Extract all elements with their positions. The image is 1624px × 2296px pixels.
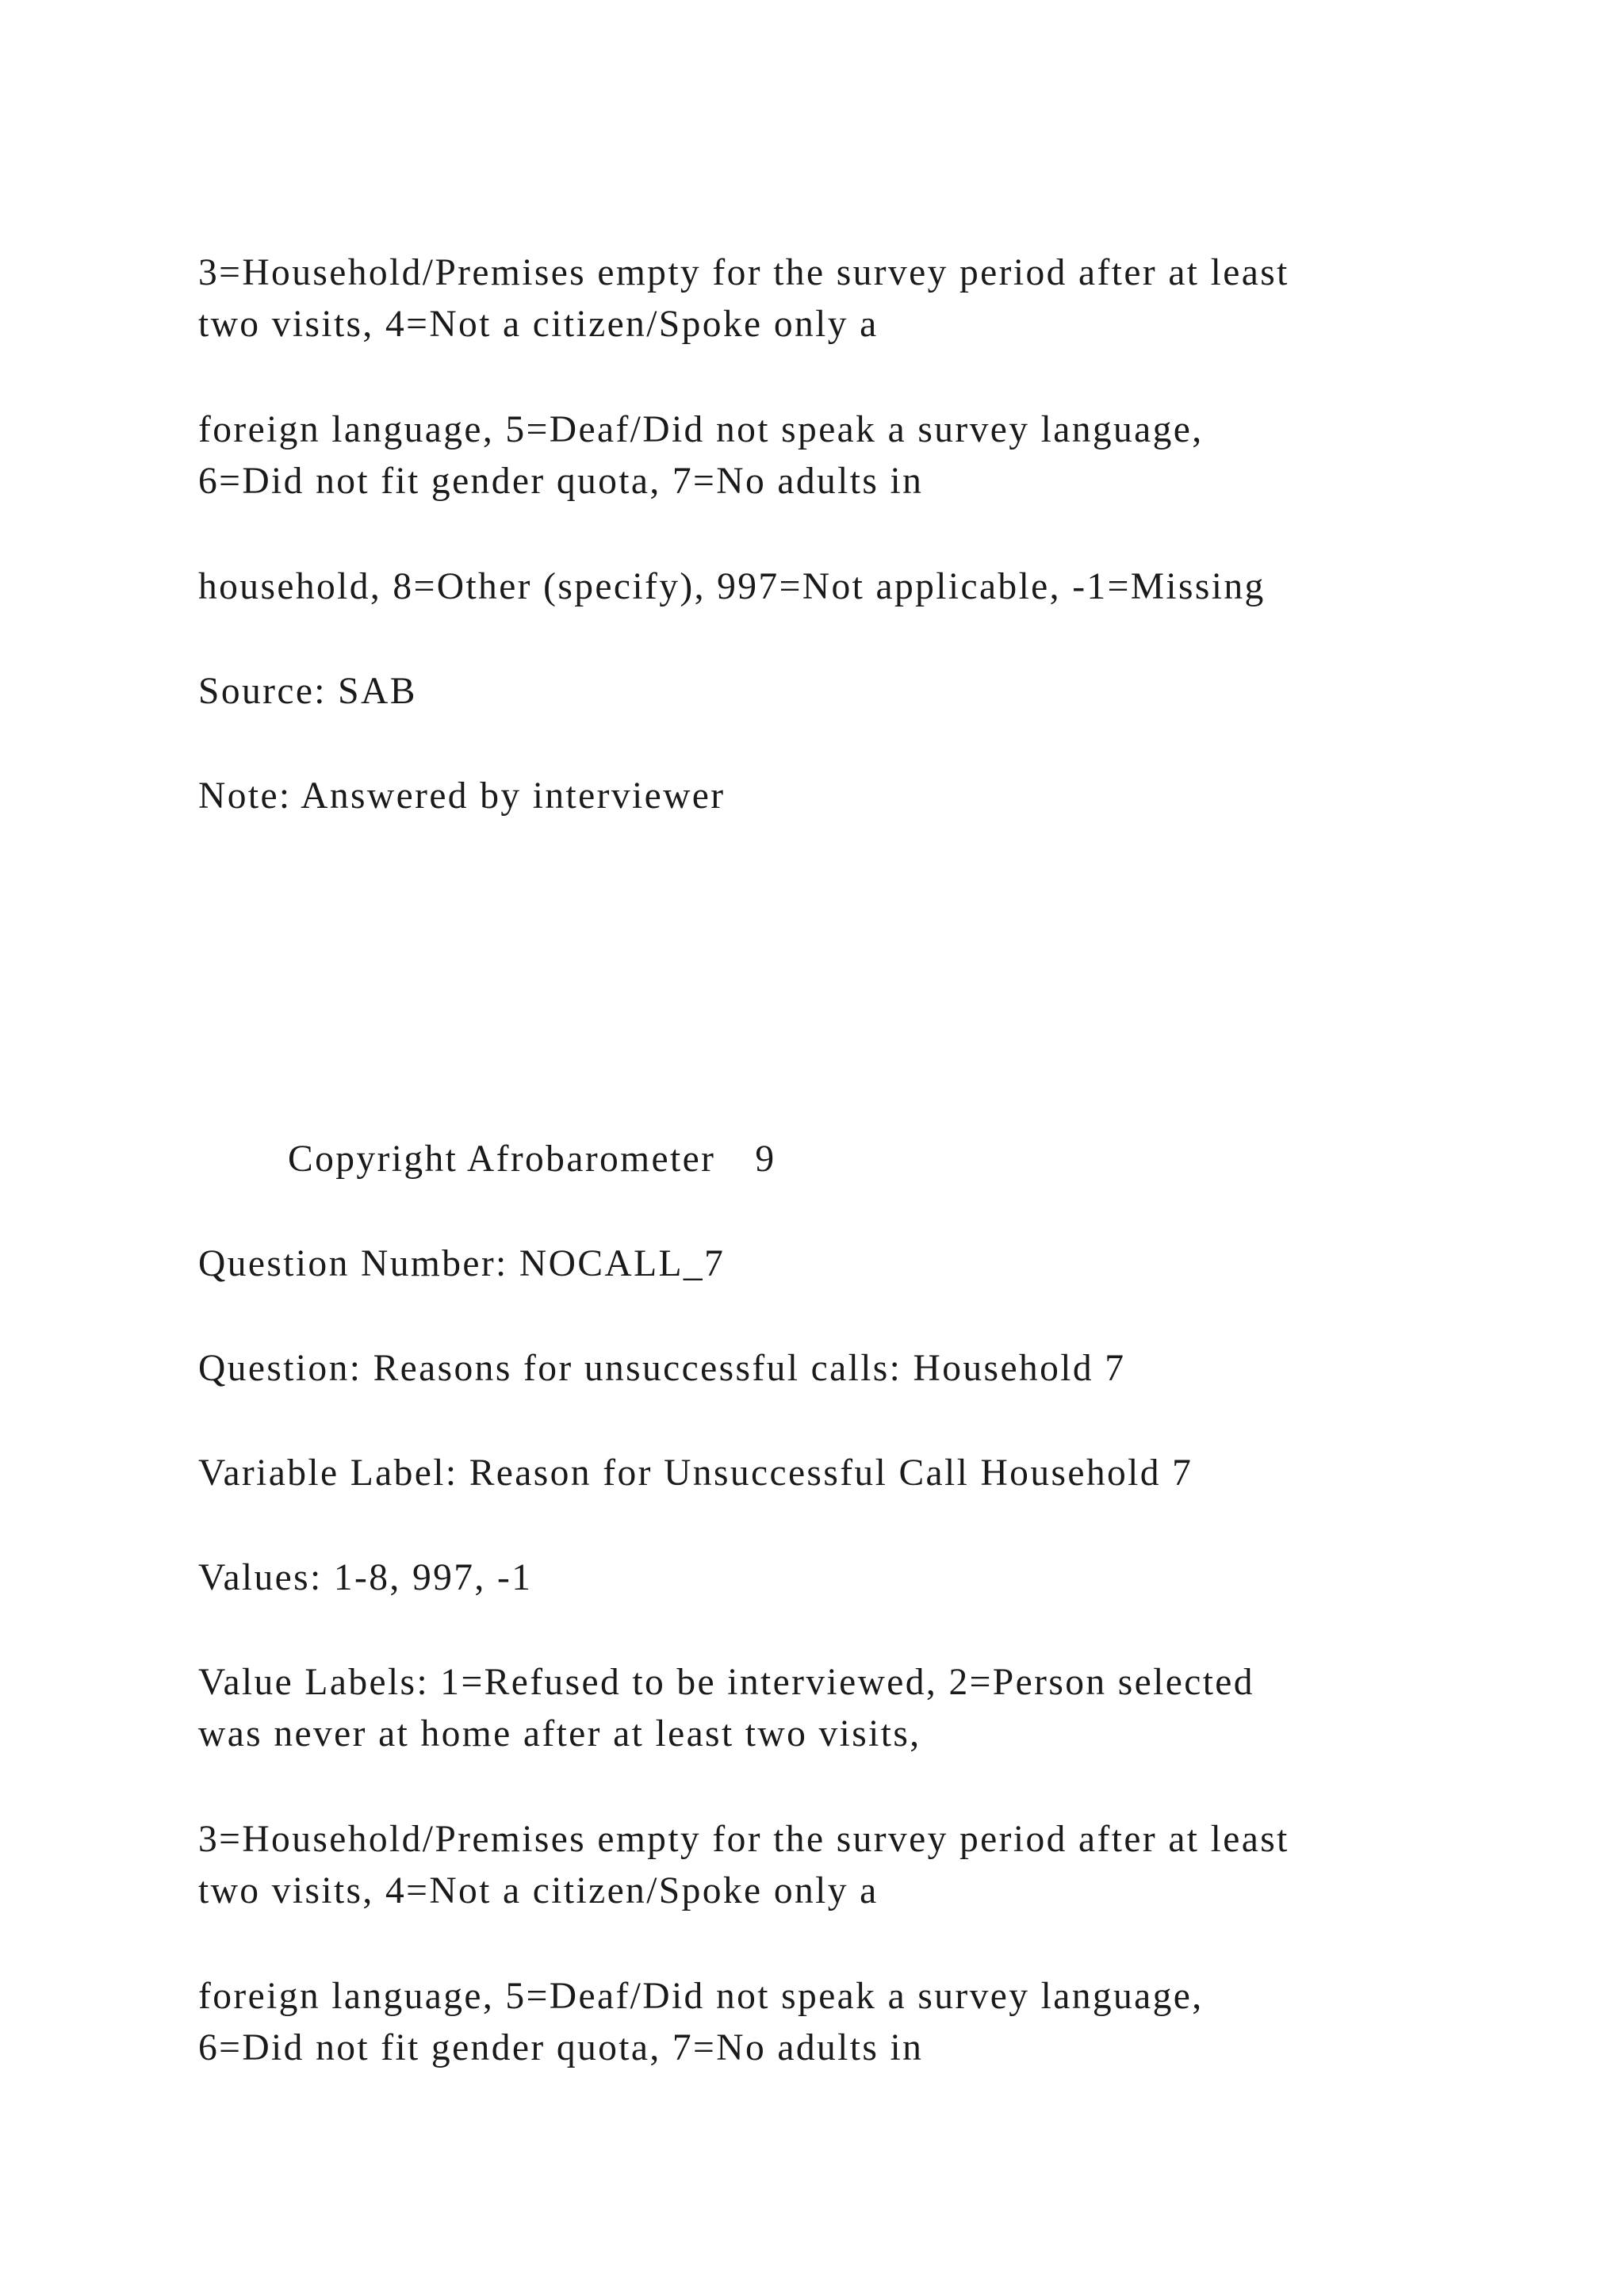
paragraph-line: 6=Did not fit gender quota, 7=No adults in <box>198 461 924 502</box>
page-footer <box>288 1134 776 1185</box>
question-number-line: Question Number: NOCALL_7 <box>198 1243 726 1284</box>
value-labels-continued-paragraph <box>198 247 1507 350</box>
source-line: Source: SAB <box>198 671 417 712</box>
copyright-text: Copyright Afrobarometer <box>288 1138 716 1180</box>
paragraph-line: two visits, 4=Not a citizen/Spoke only a <box>198 304 879 345</box>
note-line: Note: Answered by interviewer <box>198 775 726 817</box>
paragraph-line: foreign language, 5=Deaf/Did not speak a survey language, <box>198 1976 1204 2017</box>
paragraph-line: foreign language, 5=Deaf/Did not speak a survey language, <box>198 409 1204 450</box>
paragraph-line: two visits, 4=Not a citizen/Spoke only a <box>198 1870 879 1911</box>
value-labels-continued-paragraph <box>198 561 1507 613</box>
paragraph-line: household, 8=Other (specify), 997=Not applicable, -1=Missing <box>198 566 1266 607</box>
paragraph-line: Value Labels: 1=Refused to be interviewed, 2=Person selected <box>198 1662 1254 1703</box>
paragraph-line: 6=Did not fit gender quota, 7=No adults in <box>198 2027 924 2068</box>
page-number: 9 <box>755 1138 776 1180</box>
paragraph-line: was never at home after at least two visits, <box>198 1713 921 1755</box>
variable-label-line: Variable Label: Reason for Unsuccessful Call Household 7 <box>198 1452 1193 1494</box>
value-labels-continued-paragraph <box>198 1971 1507 2074</box>
values-line: Values: 1-8, 997, -1 <box>198 1557 533 1598</box>
paragraph-line: 3=Household/Premises empty for the survey period after at least <box>198 1819 1289 1860</box>
value-labels-paragraph <box>198 1657 1507 1760</box>
value-labels-continued-paragraph <box>198 1814 1507 1917</box>
paragraph-line: 3=Household/Premises empty for the survey period after at least <box>198 252 1289 293</box>
value-labels-continued-paragraph <box>198 404 1507 507</box>
question-line: Question: Reasons for unsuccessful calls: Household 7 <box>198 1348 1126 1389</box>
